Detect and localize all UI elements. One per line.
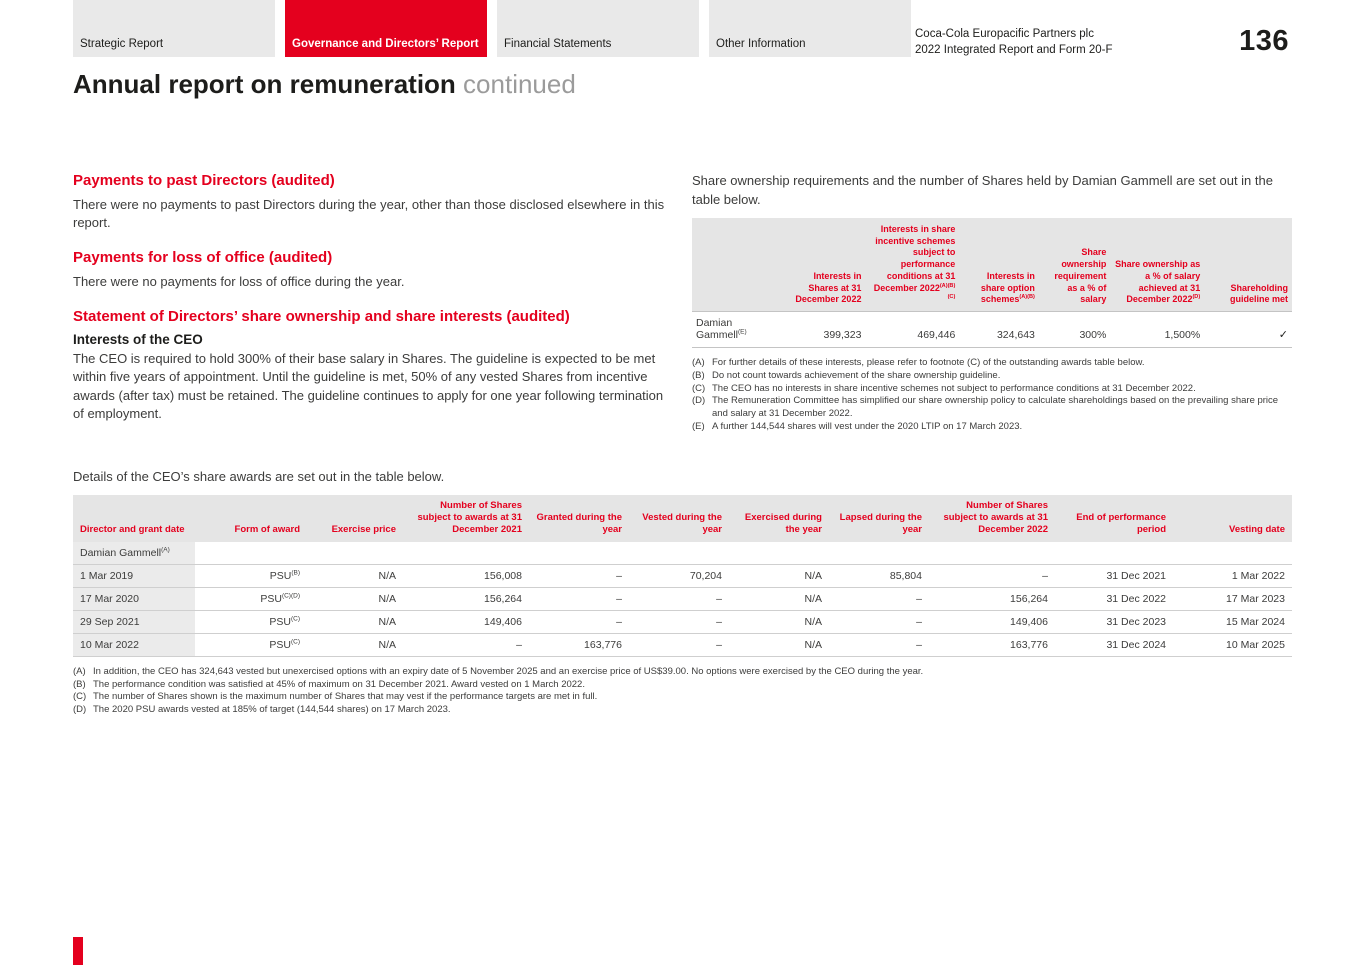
tab-strategic-report[interactable] — [73, 0, 275, 57]
tab-other-information[interactable] — [709, 0, 911, 57]
awards-intro: Details of the CEO’s share awards are set out in the table below. — [73, 468, 445, 484]
grant-date-cell: 17 Mar 2020 — [73, 587, 195, 610]
tab-label: Governance and Directors’ Report — [292, 38, 479, 50]
granted-cell: 163,776 — [529, 633, 629, 656]
section-tabs — [73, 0, 911, 57]
vesting-date-cell: 15 Mar 2024 — [1173, 610, 1292, 633]
col-header-vested: Vested during the year — [629, 495, 729, 542]
page-corner-mark — [73, 937, 83, 965]
col-header-ownership-achieved: Share ownership as a % of salary achieved at 31 December $2022^{(D)}$ — [1110, 218, 1204, 311]
interests-shares-cell: 399,323 — [784, 311, 866, 347]
footnote: (A) For further details of these interests, please refer to footnote (C) of the outstanding awards table below. — [692, 356, 1145, 368]
end-period-cell: 31 Dec 2021 — [1055, 564, 1173, 587]
end-period-cell: 31 Dec 2024 — [1055, 633, 1173, 656]
subheading-interests-of-ceo: Interests of the CEO — [73, 331, 203, 347]
lapsed-cell: – — [829, 587, 929, 610]
right-column — [692, 172, 1292, 434]
col-header-end-performance-period: End of performance period — [1055, 495, 1173, 542]
vested-cell: – — [629, 587, 729, 610]
footnote: (C) The number of Shares shown is the maximum number of Shares that may vest if the performance targets are met in full. — [73, 691, 598, 703]
empty-header-cell — [692, 218, 784, 311]
tab-financial-statements[interactable] — [497, 0, 699, 57]
col-header-option-schemes: Interests in share option schemes$^{(A)(B)}$ — [959, 218, 1039, 311]
exercised-cell: N/A — [729, 633, 829, 656]
vested-cell: – — [629, 633, 729, 656]
tab-label: Other Information — [716, 38, 806, 50]
vested-cell: – — [629, 610, 729, 633]
tab-governance-directors-report[interactable] — [285, 0, 487, 57]
para-payments-loss-of-office: There were no payments for loss of office during the year. — [73, 273, 405, 289]
heading-payments-loss-of-office: Payments for loss of office (audited) — [73, 248, 333, 266]
share-ownership-intro: Share ownership requirements and the number of Shares held by Damian Gammell are set out in the table below. — [692, 173, 1273, 207]
col-header-exercised: Exercised during the year — [729, 495, 829, 542]
end-period-cell: 31 Dec 2022 — [1055, 587, 1173, 610]
content-columns — [73, 172, 1292, 434]
exercised-cell: N/A — [729, 587, 829, 610]
report-brand — [915, 26, 1113, 58]
checkmark-icon: ✓ — [1204, 311, 1292, 347]
awards-group-row — [73, 542, 1292, 565]
col-header-vesting-date: Vesting date — [1173, 495, 1292, 542]
granted-cell: – — [529, 610, 629, 633]
col-header-incentive-schemes: Interests in share incentive schemes subject to performance conditions at 31 December $2022^{(A)(B)(C)}$ — [865, 218, 959, 311]
granted-cell: – — [529, 587, 629, 610]
share-table-row — [692, 311, 1292, 347]
exercise-price-cell: N/A — [307, 633, 403, 656]
shares-2022-cell: 163,776 — [929, 633, 1055, 656]
col-header-director-grant-date: Director and grant date — [73, 495, 195, 542]
awards-row — [73, 610, 1292, 633]
footnote: (D) The Remuneration Committee has simplified our share ownership policy to calculate shareholdings based on the prevailing share price and salary at 31 December 2022. — [692, 395, 1279, 420]
form-of-award-cell: $PSU^{(B)}$ — [195, 564, 307, 587]
end-period-cell: 31 Dec 2023 — [1055, 610, 1173, 633]
page-number: 136 — [1239, 25, 1289, 57]
tab-label: Financial Statements — [504, 38, 612, 50]
form-of-award-cell: $PSU^{(C)(D)}$ — [195, 587, 307, 610]
col-header-shares-2021: Number of Shares subject to awards at 31 December 2021 — [403, 495, 529, 542]
granted-cell: – — [529, 564, 629, 587]
shares-2021-cell: 156,264 — [403, 587, 529, 610]
awards-row — [73, 633, 1292, 656]
brand-line-1: Coca-Cola Europacific Partners plc — [915, 28, 1094, 40]
awards-row — [73, 587, 1292, 610]
incentive-schemes-cell: 469,446 — [865, 311, 959, 347]
lapsed-cell: – — [829, 610, 929, 633]
tab-label: Strategic Report — [80, 38, 164, 50]
exercise-price-cell: N/A — [307, 587, 403, 610]
col-header-granted: Granted during the year — [529, 495, 629, 542]
para-interests-of-ceo: The CEO is required to hold 300% of their base salary in Shares. The guideline is expected to be met within five years of appointment. Until the guideline is met, 50% of any vested Shares from incentive awards (after tax) must be retained. The guideline continues to apply for one year following termination of employment. — [73, 350, 664, 422]
share-table-footnotes — [692, 357, 1292, 434]
form-of-award-cell: $PSU^{(C)}$ — [195, 633, 307, 656]
vesting-date-cell: 10 Mar 2025 — [1173, 633, 1292, 656]
grant-date-cell: 10 Mar 2022 — [73, 633, 195, 656]
brand-line-2: 2022 Integrated Report and Form 20-F — [915, 44, 1113, 57]
exercise-price-cell: N/A — [307, 564, 403, 587]
heading-payments-past-directors: Payments to past Directors (audited) — [73, 172, 335, 190]
footnote: (B) The performance condition was satisfied at 45% of maximum on 31 December 2021. Award vested on 1 March 2022. — [73, 678, 585, 690]
shares-2021-cell: 156,008 — [403, 564, 529, 587]
shares-2022-cell: – — [929, 564, 1055, 587]
footnote: (A) In addition, the CEO has 324,643 vested but unexercised options with an expiry date of 5 November 2025 and an exercise price of US$39.00. No options were exercised by the CEO during the year. — [73, 665, 924, 677]
heading-share-ownership-statement: Statement of Directors’ share ownership and share interests (audited) — [73, 308, 570, 326]
ownership-requirement-cell: 300% — [1039, 311, 1110, 347]
vested-cell: 70,204 — [629, 564, 729, 587]
shares-2022-cell: 156,264 — [929, 587, 1055, 610]
exercised-cell: N/A — [729, 564, 829, 587]
lapsed-cell: – — [829, 633, 929, 656]
awards-row — [73, 564, 1292, 587]
grant-date-cell: 29 Sep 2021 — [73, 610, 195, 633]
footnote: (D) The 2020 PSU awards vested at 185% of target (144,544 shares) on 17 March 2023. — [73, 704, 451, 716]
grant-date-cell: 1 Mar 2019 — [73, 564, 195, 587]
director-group-cell: Damian Gammell$^{(A)}$ — [73, 542, 195, 565]
col-header-interests-shares: Interests in Shares at 31 December 2022 — [784, 218, 866, 311]
ceo-share-awards-section — [73, 468, 1292, 717]
col-header-shares-2022: Number of Shares subject to awards at 31 December 2022 — [929, 495, 1055, 542]
ceo-share-awards-table — [73, 495, 1292, 657]
exercise-price-cell: N/A — [307, 610, 403, 633]
left-column — [73, 172, 673, 434]
exercised-cell: N/A — [729, 610, 829, 633]
col-header-lapsed: Lapsed during the year — [829, 495, 929, 542]
lapsed-cell: 85,804 — [829, 564, 929, 587]
awards-footnotes — [73, 666, 1292, 717]
col-header-ownership-requirement: Share ownership requirement as a % of salary — [1039, 218, 1110, 311]
share-ownership-table — [692, 218, 1292, 348]
vesting-date-cell: 17 Mar 2023 — [1173, 587, 1292, 610]
para-payments-past-directors: There were no payments to past Directors during the year, other than those disclosed elsewhere in this report. — [73, 196, 665, 231]
footnote: (C) The CEO has no interests in share incentive schemes not subject to performance conditions at 31 December 2022. — [692, 382, 1196, 394]
ownership-achieved-cell: 1,500% — [1110, 311, 1204, 347]
shares-2022-cell: 149,406 — [929, 610, 1055, 633]
page-title-main: Annual report on remuneration — [73, 69, 456, 99]
shares-2021-cell: 149,406 — [403, 610, 529, 633]
footnote: (E) A further 144,544 shares will vest under the 2020 LTIP on 17 March 2023. — [692, 420, 1023, 432]
form-of-award-cell: $PSU^{(C)}$ — [195, 610, 307, 633]
footnote: (B) Do not count towards achievement of the share ownership guideline. — [692, 369, 1001, 381]
col-header-exercise-price: Exercise price — [307, 495, 403, 542]
page-title-continued: continued — [463, 69, 576, 99]
empty-cell — [195, 542, 1292, 565]
share-table-header-row — [692, 218, 1292, 311]
col-header-form-of-award: Form of award — [195, 495, 307, 542]
option-schemes-cell: 324,643 — [959, 311, 1039, 347]
shares-2021-cell: – — [403, 633, 529, 656]
vesting-date-cell: 1 Mar 2022 — [1173, 564, 1292, 587]
director-name-cell: Damian Gammell$^{(E)}$ — [692, 311, 784, 347]
page-title — [73, 69, 1292, 100]
col-header-guideline-met: Shareholding guideline met — [1204, 218, 1292, 311]
awards-header-row — [73, 495, 1292, 542]
